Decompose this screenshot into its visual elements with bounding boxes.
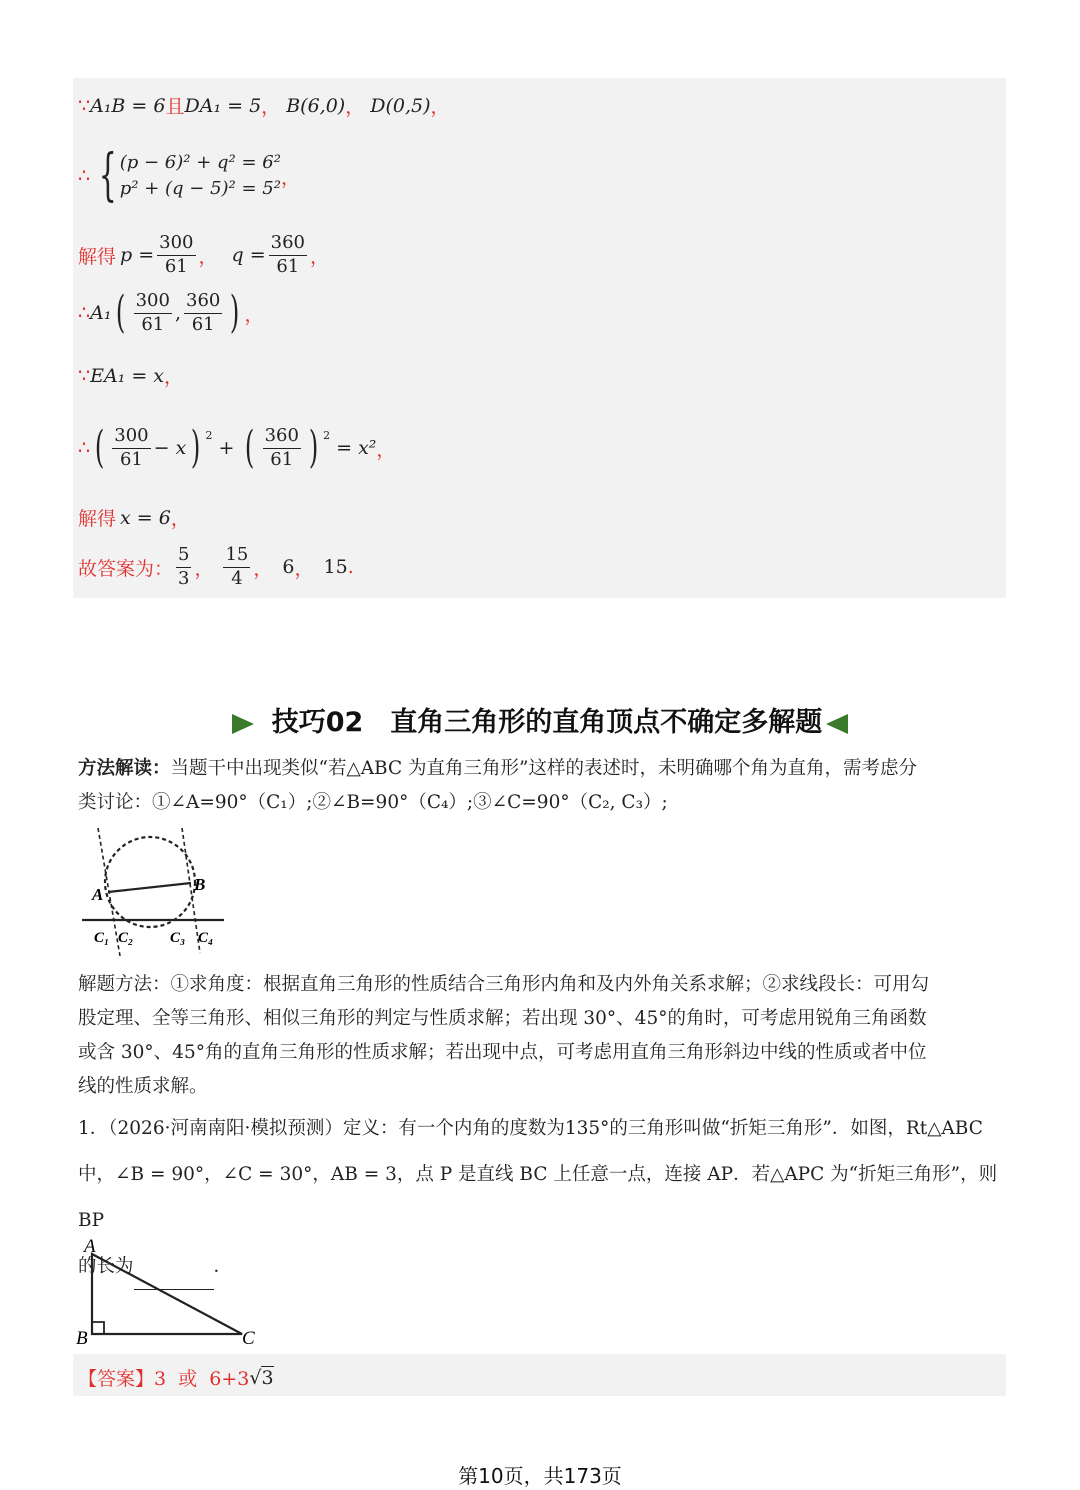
- fraction: $\frac{300}{61}$: [135, 290, 170, 335]
- equation: DA₁ = 5: [184, 94, 262, 117]
- section-title: 技巧02 直角三角形的直角顶点不确定多解题: [271, 707, 823, 738]
- circle-diagram: [78, 828, 238, 956]
- point-A1: A₁: [90, 302, 112, 324]
- answer-label: 【答案】: [78, 1368, 155, 1390]
- solution-line-1: ∵ A₁B = 6 且 DA₁ = 5 ， B(6,0) ， D(0,5) ，: [78, 92, 450, 119]
- answer-prefix: 故答案为：: [78, 557, 174, 580]
- problem-line: 中，∠B = 90°，∠C = 30°，AB = 3，点 P 是直线 BC 上任意一点，连接 AP．若△APC 为“折矩三角形”，则 BP: [78, 1164, 998, 1231]
- solving-method-paragraph: 解题方法：①求角度：根据直角三角形的性质结合三角形内角和及内外角关系求解；②求线段长：可用勾 股定理、全等三角形、相似三角形的判定与性质求解；若出现 30°、45°的角时，可考虑用锐角三角函数 或含 30°、45°角的直角三角形的性质求解；若出现中点，可考虑用直角三角形斜边中线的性质或者中位 线的性质求解。: [78, 974, 930, 1097]
- solution-line-3: 解得 p = $\frac{300}{61}$ ， q = $\frac{360}{61}$ ，: [78, 232, 330, 277]
- triangle-diagram: [74, 1234, 274, 1350]
- fraction: $\frac{300}{61}$: [159, 232, 194, 277]
- answer-line: [78, 1364, 274, 1391]
- solution-line-2: ∴ { (p − 6)² + q² = 6² p² + (q − 5)² = 5² ，: [78, 143, 300, 208]
- because-symbol: ∵: [78, 364, 91, 387]
- label-B: B: [76, 1328, 88, 1349]
- label-C2: C₂: [118, 930, 134, 946]
- solution-line-6: ∴ ( $\frac{300}{61}$ − x ) $^2$ + ( $\frac{360}{61}$ ) $^2$ = x² ，: [78, 422, 396, 473]
- solution-line-8: 故答案为： $\frac{5}{3}$ ， $\frac{15}{4}$ ， 6 ， 15 .: [78, 544, 354, 589]
- triangle-ABC: [92, 1254, 242, 1334]
- fraction: $\frac{5}{3}$: [178, 544, 190, 589]
- equation: x = 6: [120, 506, 171, 529]
- conjunction: 且: [165, 96, 185, 118]
- therefore-symbol: ∴: [78, 437, 91, 459]
- solve-prefix: 解得: [78, 245, 117, 268]
- answer-text: 3 或 6+3: [154, 1368, 250, 1390]
- equation-system: [120, 150, 281, 202]
- point-D: D(0,5): [370, 94, 431, 117]
- fraction: $\frac{360}{61}$: [264, 425, 299, 470]
- solution-line-4: ∴ A₁ ( $\frac{300}{61}$ , $\frac{360}{61}$ ) ，: [78, 287, 264, 338]
- sqrt-radicand: 3: [261, 1367, 274, 1389]
- equation: A₁B = 6: [90, 94, 166, 117]
- segment-AB: [108, 883, 191, 892]
- label-A: A: [92, 885, 104, 904]
- label-C4: C₄: [198, 930, 214, 946]
- arrow-right-icon: [232, 714, 254, 734]
- label-B: B: [194, 875, 206, 894]
- equation: (p − 6)² + q² = 6²: [119, 151, 281, 173]
- equation: p² + (q − 5)² = 5²: [119, 178, 281, 199]
- solution-line-5: ∵ EA₁ = x ，: [78, 364, 184, 388]
- fraction: $\frac{300}{61}$: [114, 425, 149, 470]
- method-label: 方法解读：: [78, 758, 171, 779]
- point-B: B(6,0): [286, 94, 346, 117]
- sqrt-icon: √: [249, 1366, 262, 1389]
- therefore-symbol: ∴: [78, 302, 91, 324]
- page-footer: 第10页，共173页: [458, 1464, 622, 1488]
- section-heading: [0, 700, 1080, 739]
- problem-line: 1．（2026·河南南阳·模拟预测）定义：有一个内角的度数为135°的三角形叫做“折矩三角形”．如图，Rt△ABC: [78, 1118, 983, 1139]
- label-C3: C₃: [170, 930, 186, 946]
- solve-prefix: 解得: [78, 508, 117, 530]
- arrow-left-icon: [826, 714, 848, 734]
- fraction: $\frac{15}{4}$: [225, 544, 249, 589]
- because-symbol: ∵: [78, 94, 91, 117]
- label-C: C: [242, 1328, 255, 1349]
- method-paragraph: 方法解读：当题干中出现类似“若△ABC 为直角三角形”这样的表述时，未明确哪个角为直角，需考虑分 类讨论：①∠A=90°（C₁）;②∠B=90°（C₄）;③∠C=90°（C₂, C₃）;: [78, 758, 917, 813]
- fraction: $\frac{360}{61}$: [270, 232, 305, 277]
- solution-line-7: 解得 x = 6 ，: [78, 504, 190, 531]
- dashed-circle: [105, 837, 195, 927]
- label-C1: C₁: [94, 930, 110, 946]
- left-brace: {: [99, 143, 117, 208]
- right-angle-mark: [92, 1322, 104, 1334]
- label-A: A: [84, 1236, 96, 1257]
- therefore-symbol: ∴: [78, 165, 91, 187]
- problem-paragraph: 1．（2026·河南南阳·模拟预测）定义：有一个内角的度数为135°的三角形叫做“折矩三角形”．如图，Rt△ABC 中，∠B = 90°，∠C = 30°，AB = 3，点 P 是直线 BC 上任意一点，连接 AP．若△APC 为“折矩三角形”，则 BP 的长为 ．: [78, 1106, 1008, 1290]
- equation: EA₁ = x: [90, 364, 165, 387]
- fraction: $\frac{360}{61}$: [186, 290, 221, 335]
